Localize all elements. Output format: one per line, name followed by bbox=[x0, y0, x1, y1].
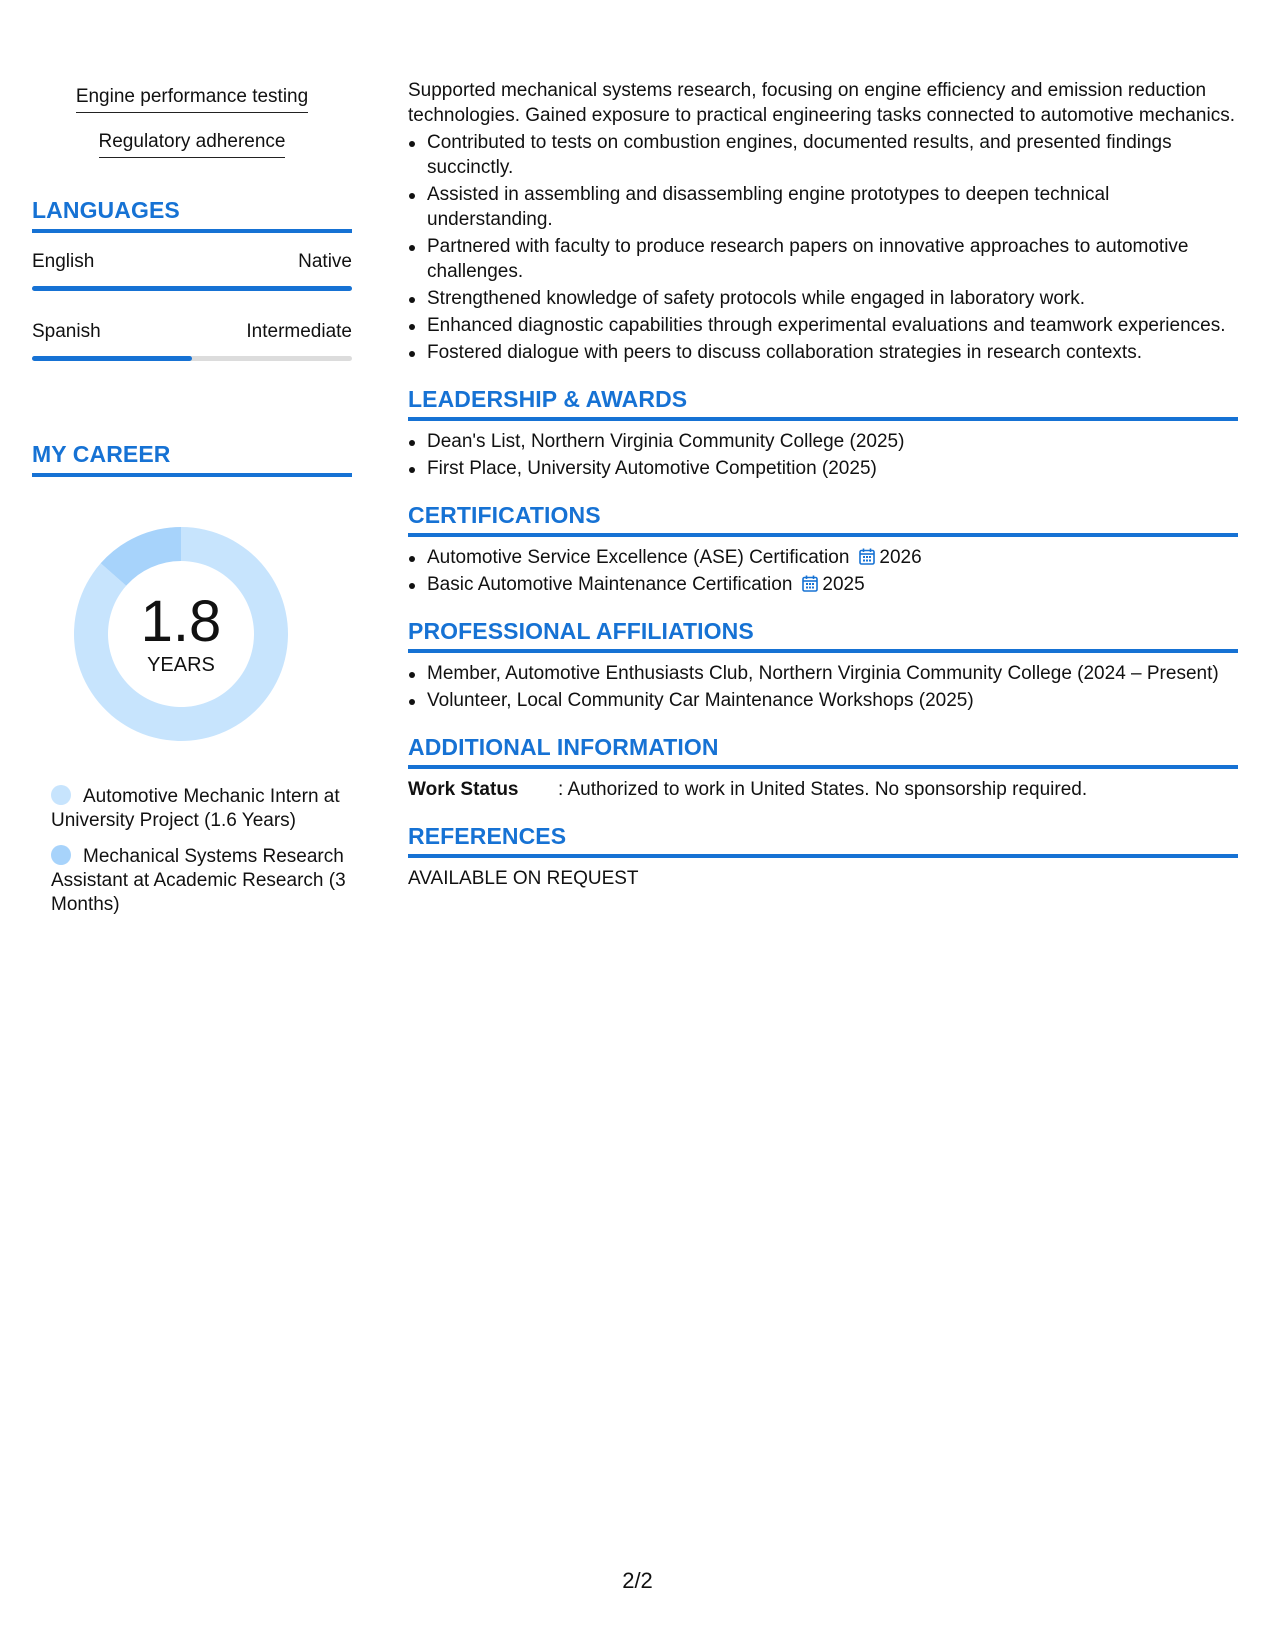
section-divider bbox=[408, 649, 1238, 653]
language-name: Spanish bbox=[32, 321, 101, 342]
list-item bbox=[408, 572, 1238, 597]
list-item: Member, Automotive Enthusiasts Club, Northern Virginia Community College (2024 – Present) bbox=[408, 661, 1238, 686]
affiliations-heading: PROFESSIONAL AFFILIATIONS bbox=[408, 618, 754, 644]
list-item: Strengthened knowledge of safety protocols while engaged in laboratory work. bbox=[408, 286, 1238, 311]
language-bar bbox=[32, 356, 352, 361]
languages-heading: LANGUAGES bbox=[32, 197, 180, 223]
language-row bbox=[32, 251, 352, 273]
legend-label: Automotive Mechanic Intern at University Project (1.6 Years) bbox=[51, 786, 340, 831]
leadership-section bbox=[408, 385, 1238, 481]
list-item: First Place, University Automotive Competition (2025) bbox=[408, 456, 1238, 481]
list-item: Enhanced diagnostic capabilities through experimental evaluations and teamwork experiences. bbox=[408, 313, 1238, 338]
section-divider bbox=[408, 765, 1238, 769]
language-level: Intermediate bbox=[246, 321, 352, 342]
certifications-section bbox=[408, 501, 1238, 597]
list-item: Contributed to tests on combustion engines, documented results, and presented findings succinctly. bbox=[408, 130, 1238, 180]
calendar-icon bbox=[859, 548, 875, 565]
list-item: Volunteer, Local Community Car Maintenance Workshops (2025) bbox=[408, 688, 1238, 713]
experience-summary: Supported mechanical systems research, focusing on engine efficiency and emission reduction technologies. Gained exposure to practical engineering tasks connected to automotive mechanics. bbox=[408, 80, 1235, 126]
right-column bbox=[408, 78, 1238, 891]
career-total-years: 1.8 bbox=[140, 588, 222, 654]
page-number: 2/2 bbox=[622, 1568, 653, 1593]
career-section bbox=[32, 441, 352, 917]
legend-label: Mechanical Systems Research Assistant at Academic Research (3 Months) bbox=[51, 846, 346, 915]
section-divider bbox=[408, 533, 1238, 537]
language-bar-fill bbox=[32, 286, 352, 291]
legend-dot bbox=[51, 845, 71, 865]
references-heading: REFERENCES bbox=[408, 823, 567, 849]
skill-item: Engine performance testing bbox=[32, 84, 352, 113]
references-text: AVAILABLE ON REQUEST bbox=[408, 868, 639, 889]
additional-info-section bbox=[408, 733, 1238, 802]
section-divider bbox=[408, 417, 1238, 421]
section-divider bbox=[408, 854, 1238, 858]
list-item: Partnered with faculty to produce research papers on innovative approaches to automotive challenges. bbox=[408, 234, 1238, 284]
leadership-heading: LEADERSHIP & AWARDS bbox=[408, 386, 688, 412]
certification-name: Basic Automotive Maintenance Certification bbox=[427, 574, 793, 595]
work-status-value: : Authorized to work in United States. No sponsorship required. bbox=[558, 779, 1088, 800]
list-item: Fostered dialogue with peers to discuss collaboration strategies in research contexts. bbox=[408, 340, 1238, 365]
list-item: Dean's List, Northern Virginia Community College (2025) bbox=[408, 429, 1238, 454]
legend-dot bbox=[51, 785, 71, 805]
career-donut-chart bbox=[66, 519, 296, 749]
language-bar-fill bbox=[32, 356, 192, 361]
languages-section bbox=[32, 197, 352, 361]
affiliations-section bbox=[408, 617, 1238, 713]
certifications-heading: CERTIFICATIONS bbox=[408, 502, 601, 528]
work-status-row bbox=[408, 777, 1238, 802]
experience-bullets bbox=[408, 130, 1238, 365]
work-status-label: Work Status bbox=[408, 779, 519, 800]
additional-info-heading: ADDITIONAL INFORMATION bbox=[408, 734, 719, 760]
list-item bbox=[408, 545, 1238, 570]
language-bar bbox=[32, 286, 352, 291]
language-row bbox=[32, 321, 352, 343]
language-name: English bbox=[32, 251, 95, 272]
career-legend bbox=[32, 785, 352, 917]
section-divider bbox=[32, 473, 352, 477]
skill-item: Regulatory adherence bbox=[32, 129, 352, 158]
legend-item bbox=[51, 785, 352, 833]
career-heading: MY CAREER bbox=[32, 441, 171, 467]
language-level: Native bbox=[298, 251, 352, 272]
certification-name: Automotive Service Excellence (ASE) Certification bbox=[427, 547, 850, 568]
left-column bbox=[32, 84, 352, 929]
list-item: Assisted in assembling and disassembling engine prototypes to deepen technical understanding. bbox=[408, 182, 1238, 232]
career-years-unit: YEARS bbox=[147, 653, 215, 676]
legend-item bbox=[51, 845, 352, 917]
calendar-icon bbox=[802, 575, 818, 592]
section-divider bbox=[32, 229, 352, 233]
certification-year: 2026 bbox=[879, 547, 922, 568]
references-section bbox=[408, 822, 1238, 891]
certification-year: 2025 bbox=[822, 574, 865, 595]
